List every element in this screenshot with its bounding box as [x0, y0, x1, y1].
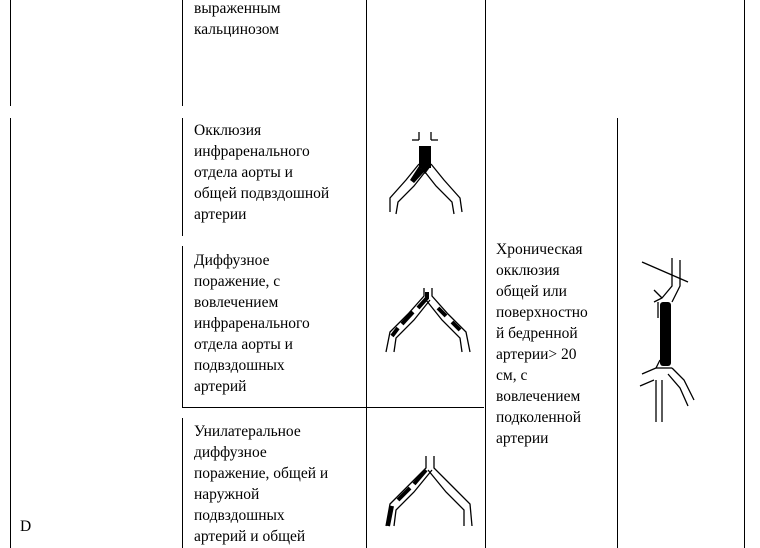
column-divider-diagram: [366, 0, 367, 548]
unilateral-diffuse-diagram: [378, 456, 478, 528]
column-divider-group-c: [485, 0, 486, 548]
diffuse-aorto-iliac-diagram: [380, 286, 476, 358]
diffuse-aorto-iliac-svg: [380, 286, 476, 358]
table-border-right: [744, 0, 745, 548]
common-femoral-outer: [654, 258, 672, 302]
iliac-right-outer: [431, 164, 462, 212]
deep-femoral-branch: [654, 290, 662, 298]
iliac-right-inner: [425, 172, 454, 214]
column-divider-description-low: [182, 246, 183, 408]
common-femoral-inner: [672, 260, 680, 302]
group-label: D: [20, 518, 32, 535]
aorto-iliac-occlusion-svg: [384, 128, 474, 220]
table-border-left-bottom: [10, 118, 11, 548]
genicular-left-lower: [640, 380, 654, 386]
column-divider-description-bottom: [182, 418, 183, 548]
table-border-left-top: [10, 0, 11, 106]
unilateral-right-inner: [428, 470, 464, 526]
unilateral-plaque-common: [414, 470, 426, 484]
diffuse-plaque-right-external: [452, 322, 460, 330]
cell-calcinosis-fragment: выраженным кальцинозом: [194, 0, 281, 38]
tibial-right-outer: [668, 374, 688, 406]
iliac-left-inner: [396, 172, 425, 214]
unilateral-diffuse-svg: [378, 456, 478, 528]
cell-femoral-occlusion: Хроническая окклюзия общей или поверхностно й бедренной артерии> 20 см, с вовлечением подколенной артерии: [496, 241, 588, 447]
column-divider-description-mid: [182, 118, 183, 236]
diffuse-left-inner: [394, 300, 430, 352]
diffuse-plaque-right-common: [438, 308, 446, 316]
inguinal-ligament: [642, 262, 688, 282]
femoral-occlusion-svg: [632, 256, 702, 426]
cell-diffuse-aorto-iliac: Диффузное поражение, с вовлечением инфраренального отдела аорты и подвздошных артерий: [194, 252, 310, 395]
diffuse-right-outer: [432, 288, 470, 352]
column-divider-description-top: [182, 0, 183, 106]
genicular-left: [642, 360, 660, 374]
column-divider-femoral-diagram: [617, 118, 618, 548]
row-divider-diffuse-bottom: [182, 407, 484, 408]
cell-aorto-iliac-occlusion: Окклюзия инфраренального отдела аорты и общей подвздошной артерии: [194, 122, 330, 223]
occluded-superficial-femoral: [660, 302, 671, 366]
unilateral-right-outer: [434, 456, 472, 526]
occluded-aorta: [419, 146, 431, 168]
iliac-left-outer: [390, 164, 419, 212]
cell-unilateral-diffuse: Унилатеральное диффузное поражение, общей и наружной подвздошных артерий и общей: [194, 423, 329, 545]
femoral-occlusion-diagram: [632, 256, 702, 426]
aorto-iliac-occlusion-diagram: [384, 128, 474, 220]
